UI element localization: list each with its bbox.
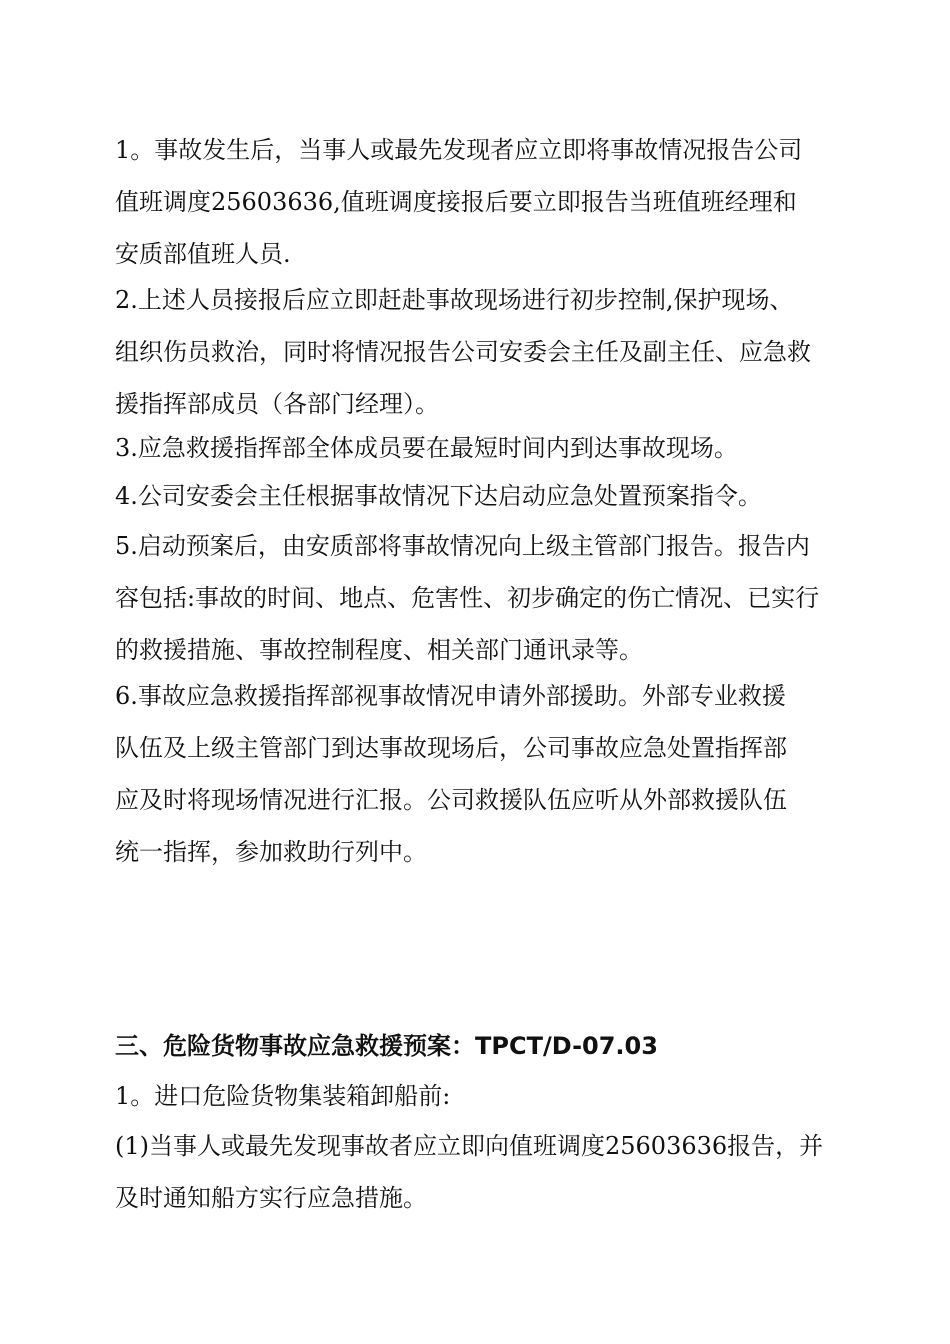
paragraph-line: 1。进口危险货物集装箱卸船前: <box>115 1082 451 1110</box>
paragraph-line: 容包括:事故的时间、地点、危害性、初步确定的伤亡情况、已实行 <box>115 584 820 612</box>
section-heading: 三、危险货物事故应急救援预案：TPCT/D-07.03 <box>115 1032 658 1060</box>
paragraph-line: 2.上述人员接报后应立即赶赴事故现场进行初步控制,保护现场、 <box>115 286 794 314</box>
paragraph-line: (1)当事人或最先发现事故者应立即向值班调度25603636报告，并 <box>115 1132 824 1160</box>
paragraph-line: 应及时将现场情况进行汇报。公司救援队伍应听从外部救援队伍 <box>115 786 787 814</box>
section-paragraph-2 <box>115 1120 845 1224</box>
paragraph-line: 4.公司安委会主任根据事故情况下达启动应急处置预案指令。 <box>115 482 762 510</box>
paragraph-line: 5.启动预案后，由安质部将事故情况向上级主管部门报告。报告内 <box>115 532 810 560</box>
paragraph-line: 组织伤员救治，同时将情况报告公司安委会主任及副主任、应急救 <box>115 338 811 366</box>
paragraph-6 <box>115 670 845 878</box>
paragraph-line: 安质部值班人员. <box>115 240 291 268</box>
paragraph-line: 统一指挥，参加救助行列中。 <box>115 838 427 866</box>
paragraph-4 <box>115 470 845 522</box>
paragraph-2 <box>115 274 845 430</box>
paragraph-line: 援指挥部成员（各部门经理）。 <box>115 390 439 418</box>
paragraph-5 <box>115 520 845 676</box>
paragraph-line: 的救援措施、事故控制程度、相关部门通讯录等。 <box>115 636 643 664</box>
paragraph-line: 队伍及上级主管部门到达事故现场后，公司事故应急处置指挥部 <box>115 734 787 762</box>
paragraph-line: 6.事故应急救援指挥部视事故情况申请外部援助。外部专业救援 <box>115 682 786 710</box>
paragraph-line: 值班调度25603636,值班调度接报后要立即报告当班值班经理和 <box>115 188 797 216</box>
paragraph-line: 3.应急救援指挥部全体成员要在最短时间内到达事故现场。 <box>115 434 738 462</box>
paragraph-line: 及时通知船方实行应急措施。 <box>115 1184 427 1212</box>
paragraph-line: 1。事故发生后，当事人或最先发现者应立即将事故情况报告公司 <box>115 136 803 164</box>
paragraph-1 <box>115 124 845 280</box>
paragraph-3 <box>115 422 845 474</box>
section-paragraph-1 <box>115 1070 845 1122</box>
